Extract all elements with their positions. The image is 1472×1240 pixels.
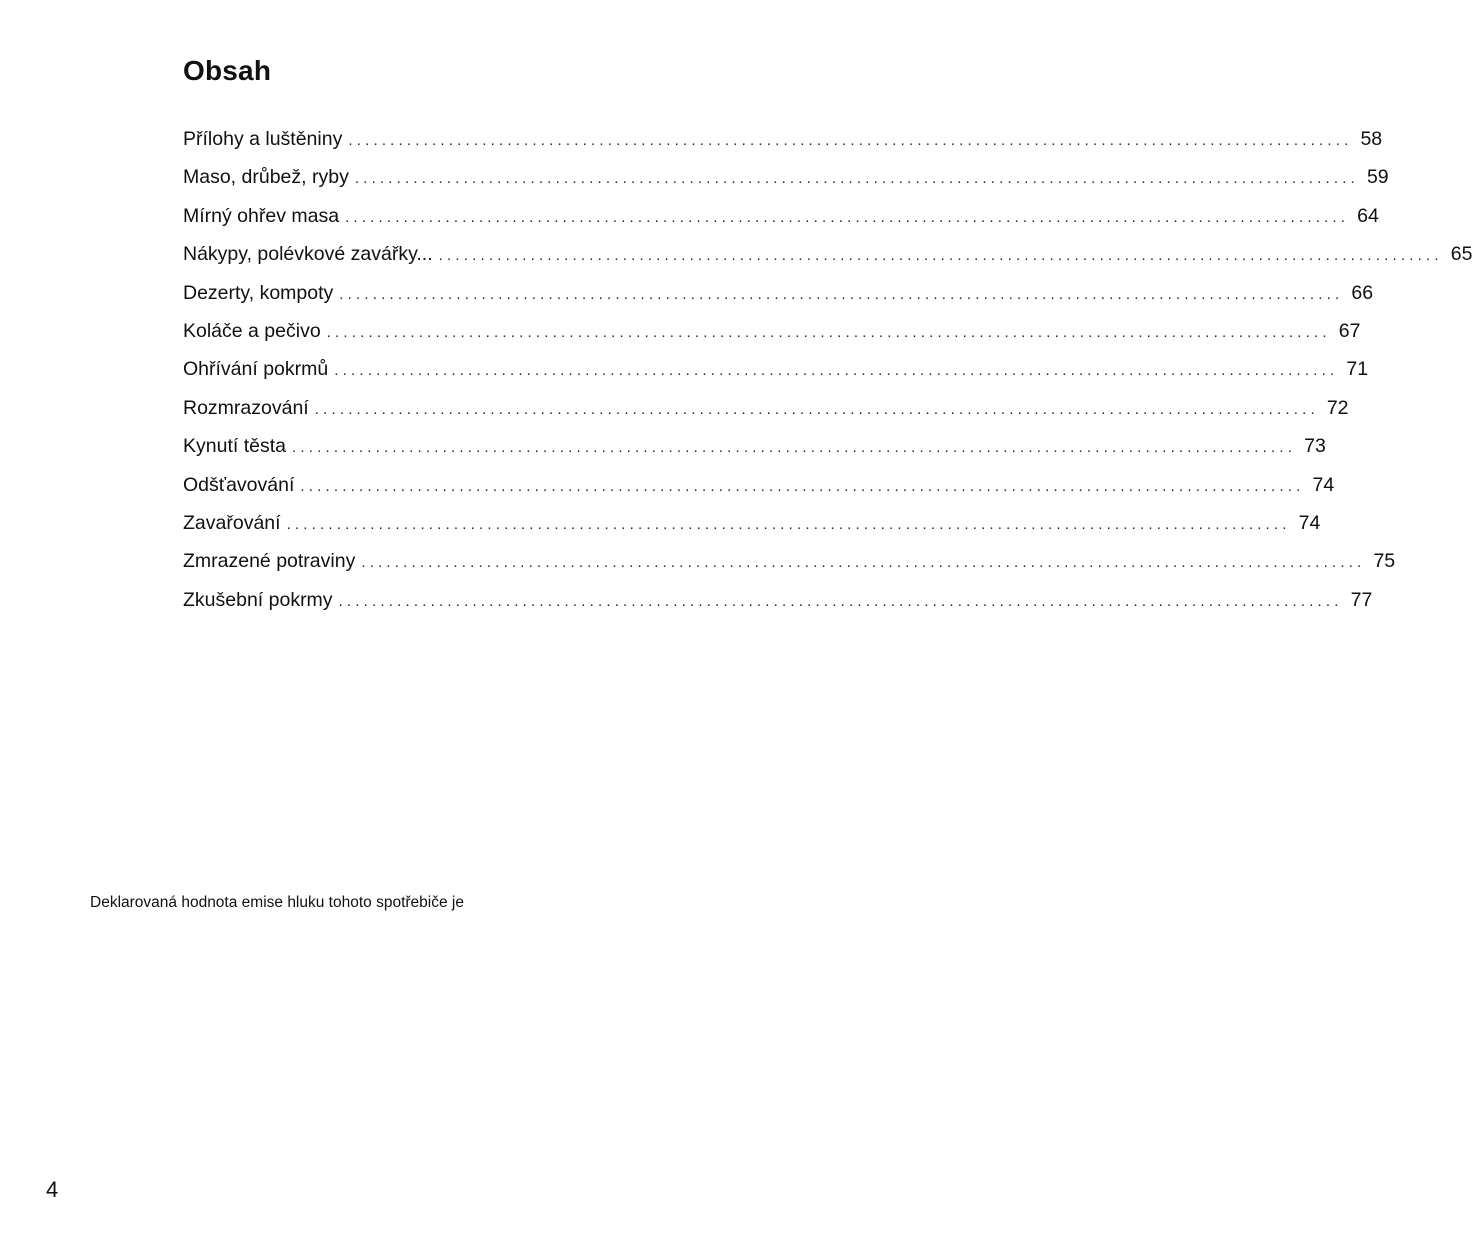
toc-entry-page: 72: [1326, 396, 1349, 419]
toc-entry[interactable]: [183, 504, 1321, 542]
toc-entry[interactable]: [183, 581, 1373, 619]
toc-entry[interactable]: [183, 427, 1326, 465]
toc-entry-page: 77: [1350, 588, 1373, 611]
toc-entry[interactable]: [183, 350, 1369, 388]
toc-entry-label: Zkušební pokrmy: [183, 588, 333, 611]
table-of-contents: [183, 120, 1472, 619]
toc-leader-dots: ........................................................................................................................: [291, 439, 1297, 457]
toc-leader-dots: ........................................................................................................................: [338, 592, 1343, 610]
toc-leader-dots: ........................................................................................................................: [326, 323, 1331, 341]
toc-entry-page: 74: [1298, 511, 1321, 534]
toc-leader-dots: ........................................................................................................................: [438, 247, 1443, 265]
toc-entry-page: 75: [1373, 550, 1396, 573]
toc-entry[interactable]: [183, 197, 1379, 235]
page-title: Obsah: [183, 55, 272, 86]
toc-entry-label: Maso, drůbež, ryby: [183, 166, 349, 189]
toc-leader-dots: ........................................................................................................................: [354, 170, 1359, 188]
toc-entry-page: 64: [1357, 204, 1379, 227]
page-number: 4: [46, 1177, 59, 1202]
toc-leader-dots: ........................................................................................................................: [348, 132, 1353, 149]
toc-entry[interactable]: [183, 274, 1374, 312]
toc-entry-page: 67: [1338, 319, 1361, 342]
toc-entry-label: Nákypy, polévkové zavářky...: [183, 243, 433, 266]
toc-entry-page: 65: [1450, 243, 1472, 266]
toc-entry-label: Zavařování: [183, 511, 281, 534]
toc-entry-label: Zmrazené potraviny: [183, 550, 356, 573]
toc-entry-page: 66: [1351, 281, 1374, 304]
toc-entry-label: Koláče a pečivo: [183, 319, 321, 342]
toc-entry-label: Přílohy a luštěniny: [183, 128, 343, 150]
toc-leader-dots: ........................................................................................................................: [286, 515, 1291, 533]
toc-entry[interactable]: [183, 235, 1472, 273]
toc-entry-page: 58: [1360, 128, 1383, 150]
toc-leader-dots: ........................................................................................................................: [339, 285, 1344, 303]
toc-entry-label: Kynutí těsta: [183, 435, 286, 458]
toc-entry-label: Rozmrazování: [183, 396, 309, 419]
toc-entry-label: Mírný ohřev masa: [183, 204, 340, 227]
toc-leader-dots: ........................................................................................................................: [361, 554, 1366, 572]
toc-entry[interactable]: [183, 542, 1396, 580]
toc-entry-page: 73: [1304, 435, 1326, 458]
toc-leader-dots: ........................................................................................................................: [300, 477, 1305, 495]
toc-entry[interactable]: [183, 466, 1335, 504]
toc-entry[interactable]: [183, 158, 1389, 196]
toc-entry-label: Odšťavování: [183, 473, 295, 496]
toc-entry-label: Ohřívání pokrmů: [183, 358, 329, 381]
toc-entry[interactable]: [183, 120, 1383, 158]
toc-entry-page: 71: [1346, 358, 1369, 381]
toc-entry-label: Dezerty, kompoty: [183, 281, 334, 304]
toc-entry-page: 74: [1312, 473, 1335, 496]
toc-leader-dots: ........................................................................................................................: [345, 208, 1350, 226]
toc-entry-page: 59: [1366, 166, 1389, 189]
toc-leader-dots: ........................................................................................................................: [314, 400, 1319, 418]
toc-entry[interactable]: [183, 312, 1361, 350]
noise-emission-note: Deklarovaná hodnota emise hluku tohoto spotřebiče je: [90, 894, 464, 911]
toc-entry[interactable]: [183, 389, 1349, 427]
toc-leader-dots: ........................................................................................................................: [334, 362, 1339, 380]
